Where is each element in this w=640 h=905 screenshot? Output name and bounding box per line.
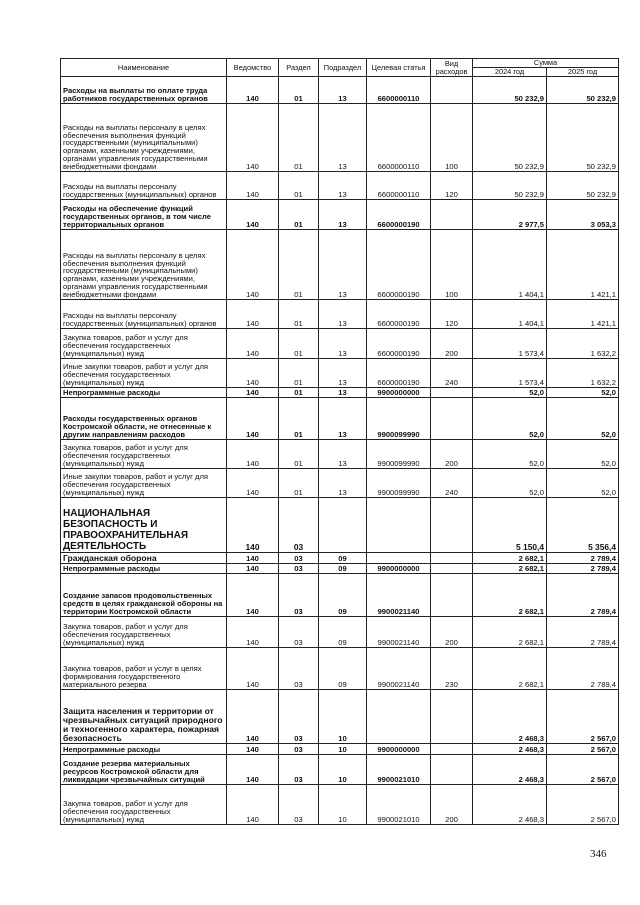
row-section: 01: [279, 200, 319, 230]
row-kind: [431, 77, 473, 104]
row-name: Закупка товаров, работ и услуг для обеспечения государственных (муниципальных) нужд: [61, 785, 227, 825]
row-sum-2025: 1 632,2: [547, 359, 619, 388]
row-target: 9900000000: [367, 388, 431, 398]
row-name: Расходы на выплаты по оплате труда работников государственных органов: [61, 77, 227, 104]
row-name: Создание запасов продовольственных средств в целях гражданской обороны на территории Костромской области: [61, 574, 227, 617]
row-kind: [431, 755, 473, 785]
row-sum-2025: 50 232,9: [547, 77, 619, 104]
row-sum-2024: 2 977,5: [473, 200, 547, 230]
table-row: [61, 77, 619, 104]
row-subsection: 10: [319, 785, 367, 825]
row-sum-2024: 2 682,1: [473, 617, 547, 648]
row-sum-2024: 1 573,4: [473, 329, 547, 359]
row-sum-2024: 2 468,3: [473, 755, 547, 785]
row-subsection: 13: [319, 230, 367, 300]
row-sum-2024: 2 682,1: [473, 564, 547, 574]
table-body: [61, 77, 619, 825]
row-name: Закупка товаров, работ и услуг для обеспечения государственных (муниципальных) нужд: [61, 329, 227, 359]
row-subsection: 10: [319, 690, 367, 744]
row-section: 01: [279, 300, 319, 329]
row-target: 9900021140: [367, 648, 431, 690]
row-sum-2024: 52,0: [473, 440, 547, 469]
row-kind: 240: [431, 469, 473, 498]
row-kind: [431, 690, 473, 744]
row-dept: 140: [227, 648, 279, 690]
header-sum: Сумма: [473, 59, 619, 68]
row-kind: 200: [431, 329, 473, 359]
row-sum-2025: 1 632,2: [547, 329, 619, 359]
row-subsection: [319, 498, 367, 553]
table-row: [61, 329, 619, 359]
row-sum-2024: 1 404,1: [473, 300, 547, 329]
row-name: Непрограммные расходы: [61, 744, 227, 755]
row-section: 01: [279, 329, 319, 359]
row-section: 01: [279, 172, 319, 200]
row-sum-2024: 52,0: [473, 388, 547, 398]
row-subsection: 13: [319, 200, 367, 230]
row-kind: [431, 388, 473, 398]
row-target: 9900099990: [367, 469, 431, 498]
row-sum-2024: 50 232,9: [473, 172, 547, 200]
row-target: 6600000190: [367, 230, 431, 300]
table-row: [61, 469, 619, 498]
row-target: 6600000110: [367, 77, 431, 104]
row-kind: 230: [431, 648, 473, 690]
row-kind: 120: [431, 300, 473, 329]
row-sum-2025: 2 567,0: [547, 690, 619, 744]
row-sum-2025: 3 053,3: [547, 200, 619, 230]
header-target: Целевая статья: [367, 59, 431, 77]
row-kind: [431, 553, 473, 564]
row-name: Закупка товаров, работ и услуг для обеспечения государственных (муниципальных) нужд: [61, 617, 227, 648]
row-sum-2025: 2 789,4: [547, 617, 619, 648]
row-dept: 140: [227, 104, 279, 172]
row-sum-2024: 2 468,3: [473, 785, 547, 825]
row-name: Закупка товаров, работ и услуг в целях формирования государственного материального резерва: [61, 648, 227, 690]
row-dept: 140: [227, 617, 279, 648]
row-dept: 140: [227, 388, 279, 398]
row-subsection: 13: [319, 440, 367, 469]
row-name: Иные закупки товаров, работ и услуг для обеспечения государственных (муниципальных) нужд: [61, 359, 227, 388]
table-row: [61, 359, 619, 388]
row-sum-2024: 2 682,1: [473, 553, 547, 564]
row-kind: [431, 564, 473, 574]
row-sum-2025: 2 789,4: [547, 574, 619, 617]
page-number: 346: [590, 848, 607, 860]
row-section: 01: [279, 388, 319, 398]
header-kind: Вид расходов: [431, 59, 473, 77]
row-kind: [431, 574, 473, 617]
row-sum-2025: 52,0: [547, 440, 619, 469]
header-year-2024: 2024 год: [473, 68, 547, 77]
row-target: [367, 690, 431, 744]
row-sum-2024: 1 404,1: [473, 230, 547, 300]
row-dept: 140: [227, 200, 279, 230]
header-dept: Ведомство: [227, 59, 279, 77]
row-section: 03: [279, 574, 319, 617]
row-name: НАЦИОНАЛЬНАЯ БЕЗОПАСНОСТЬ И ПРАВООХРАНИТЕЛЬНАЯ ДЕЯТЕЛЬНОСТЬ: [61, 498, 227, 553]
row-sum-2025: 52,0: [547, 469, 619, 498]
row-kind: [431, 200, 473, 230]
row-section: 03: [279, 498, 319, 553]
row-sum-2025: 2 567,0: [547, 755, 619, 785]
row-sum-2024: 2 468,3: [473, 690, 547, 744]
row-dept: 140: [227, 398, 279, 440]
budget-table: [60, 58, 619, 825]
table-row: [61, 388, 619, 398]
row-sum-2024: 2 682,1: [473, 574, 547, 617]
row-name: Расходы на выплаты персоналу государственных (муниципальных) органов: [61, 172, 227, 200]
table-row: [61, 440, 619, 469]
row-target: 9900021010: [367, 785, 431, 825]
table-row: [61, 617, 619, 648]
header-year-2025: 2025 год: [547, 68, 619, 77]
row-kind: 200: [431, 440, 473, 469]
table-row: [61, 200, 619, 230]
row-section: 01: [279, 77, 319, 104]
row-name: Иные закупки товаров, работ и услуг для обеспечения государственных (муниципальных) нужд: [61, 469, 227, 498]
row-section: 03: [279, 755, 319, 785]
row-section: 03: [279, 690, 319, 744]
row-name: Непрограммные расходы: [61, 388, 227, 398]
header-subsection: Подраздел: [319, 59, 367, 77]
row-sum-2025: 2 567,0: [547, 785, 619, 825]
budget-table-sheet: [60, 58, 619, 825]
row-sum-2024: 52,0: [473, 469, 547, 498]
row-sum-2025: 50 232,9: [547, 104, 619, 172]
row-target: 6600000190: [367, 329, 431, 359]
row-dept: 140: [227, 359, 279, 388]
row-sum-2025: 2 789,4: [547, 553, 619, 564]
row-dept: 140: [227, 553, 279, 564]
row-sum-2025: 2 789,4: [547, 648, 619, 690]
row-kind: 100: [431, 104, 473, 172]
row-section: 01: [279, 440, 319, 469]
table-row: [61, 690, 619, 744]
row-subsection: 13: [319, 104, 367, 172]
row-subsection: 09: [319, 553, 367, 564]
row-subsection: 09: [319, 648, 367, 690]
row-name: Расходы на выплаты персоналу в целях обеспечения выполнения функций государственными (муниципальными) органами, казенными учреждениями, органами управления государственными внебюджетными фондами: [61, 230, 227, 300]
row-sum-2025: 2 567,0: [547, 744, 619, 755]
row-sum-2024: 50 232,9: [473, 104, 547, 172]
table-row: [61, 755, 619, 785]
row-kind: [431, 498, 473, 553]
row-sum-2024: 5 150,4: [473, 498, 547, 553]
row-kind: 200: [431, 785, 473, 825]
row-name: Расходы на обеспечение функций государственных органов, в том числе территориальных органов: [61, 200, 227, 230]
row-target: [367, 498, 431, 553]
row-name: Расходы на выплаты персоналу государственных (муниципальных) органов: [61, 300, 227, 329]
row-subsection: 09: [319, 564, 367, 574]
row-section: 01: [279, 104, 319, 172]
row-target: 6600000190: [367, 359, 431, 388]
row-kind: [431, 398, 473, 440]
table-row: [61, 553, 619, 564]
row-sum-2025: 50 232,9: [547, 172, 619, 200]
row-sum-2024: 50 232,9: [473, 77, 547, 104]
row-dept: 140: [227, 690, 279, 744]
row-target: 6600000190: [367, 200, 431, 230]
row-target: 9900000000: [367, 564, 431, 574]
row-subsection: 10: [319, 744, 367, 755]
row-name: Расходы государственных органов Костромской области, не отнесенные к другим направлениям расходов: [61, 398, 227, 440]
header-section: Раздел: [279, 59, 319, 77]
row-section: 01: [279, 230, 319, 300]
table-row: [61, 648, 619, 690]
row-target: 9900021140: [367, 617, 431, 648]
table-row: [61, 104, 619, 172]
row-name: Гражданская оборона: [61, 553, 227, 564]
table-row: [61, 172, 619, 200]
row-target: 9900000000: [367, 744, 431, 755]
row-kind: 100: [431, 230, 473, 300]
row-dept: 140: [227, 469, 279, 498]
row-section: 01: [279, 359, 319, 388]
row-dept: 140: [227, 172, 279, 200]
row-dept: 140: [227, 440, 279, 469]
row-target: 9900021140: [367, 574, 431, 617]
row-section: 01: [279, 398, 319, 440]
row-dept: 140: [227, 785, 279, 825]
row-sum-2025: 1 421,1: [547, 300, 619, 329]
row-target: 6600000190: [367, 300, 431, 329]
row-section: 03: [279, 785, 319, 825]
row-name: Непрограммные расходы: [61, 564, 227, 574]
row-subsection: 10: [319, 755, 367, 785]
header-name: Наименование: [61, 59, 227, 77]
table-row: [61, 300, 619, 329]
row-target: 6600000110: [367, 104, 431, 172]
row-section: 03: [279, 648, 319, 690]
row-kind: 120: [431, 172, 473, 200]
row-section: 03: [279, 744, 319, 755]
row-target: [367, 553, 431, 564]
table-row: [61, 564, 619, 574]
row-sum-2024: 2 468,3: [473, 744, 547, 755]
row-kind: 200: [431, 617, 473, 648]
row-subsection: 09: [319, 617, 367, 648]
row-name: Закупка товаров, работ и услуг для обеспечения государственных (муниципальных) нужд: [61, 440, 227, 469]
row-dept: 140: [227, 77, 279, 104]
table-row: [61, 498, 619, 553]
row-sum-2025: 5 356,4: [547, 498, 619, 553]
row-target: 6600000110: [367, 172, 431, 200]
row-subsection: 13: [319, 300, 367, 329]
row-subsection: 13: [319, 359, 367, 388]
row-name: Создание резерва материальных ресурсов Костромской области для ликвидации чрезвычайных ситуаций: [61, 755, 227, 785]
row-sum-2024: 2 682,1: [473, 648, 547, 690]
row-kind: 240: [431, 359, 473, 388]
row-sum-2025: 2 789,4: [547, 564, 619, 574]
row-name: Расходы на выплаты персоналу в целях обеспечения выполнения функций государственными (муниципальными) органами, казенными учреждениями, органами управления государственными внебюджетными фондами: [61, 104, 227, 172]
row-dept: 140: [227, 744, 279, 755]
row-subsection: 13: [319, 388, 367, 398]
row-target: 9900099990: [367, 440, 431, 469]
table-row: [61, 230, 619, 300]
row-subsection: 13: [319, 469, 367, 498]
row-subsection: 13: [319, 77, 367, 104]
row-section: 01: [279, 469, 319, 498]
row-dept: 140: [227, 498, 279, 553]
table-row: [61, 574, 619, 617]
row-dept: 140: [227, 574, 279, 617]
row-dept: 140: [227, 329, 279, 359]
row-dept: 140: [227, 300, 279, 329]
row-sum-2025: 52,0: [547, 388, 619, 398]
row-dept: 140: [227, 755, 279, 785]
row-name: Защита населения и территории от чрезвычайных ситуаций природного и техногенного характера, пожарная безопасность: [61, 690, 227, 744]
row-sum-2025: 1 421,1: [547, 230, 619, 300]
row-sum-2025: 52,0: [547, 398, 619, 440]
table-row: [61, 744, 619, 755]
row-target: 9900099990: [367, 398, 431, 440]
row-sum-2024: 1 573,4: [473, 359, 547, 388]
row-sum-2024: 52,0: [473, 398, 547, 440]
row-subsection: 09: [319, 574, 367, 617]
row-subsection: 13: [319, 329, 367, 359]
row-section: 03: [279, 553, 319, 564]
row-dept: 140: [227, 230, 279, 300]
row-section: 03: [279, 617, 319, 648]
table-row: [61, 785, 619, 825]
row-subsection: 13: [319, 172, 367, 200]
row-section: 03: [279, 564, 319, 574]
row-kind: [431, 744, 473, 755]
table-row: [61, 398, 619, 440]
row-subsection: 13: [319, 398, 367, 440]
row-target: 9900021010: [367, 755, 431, 785]
row-dept: 140: [227, 564, 279, 574]
